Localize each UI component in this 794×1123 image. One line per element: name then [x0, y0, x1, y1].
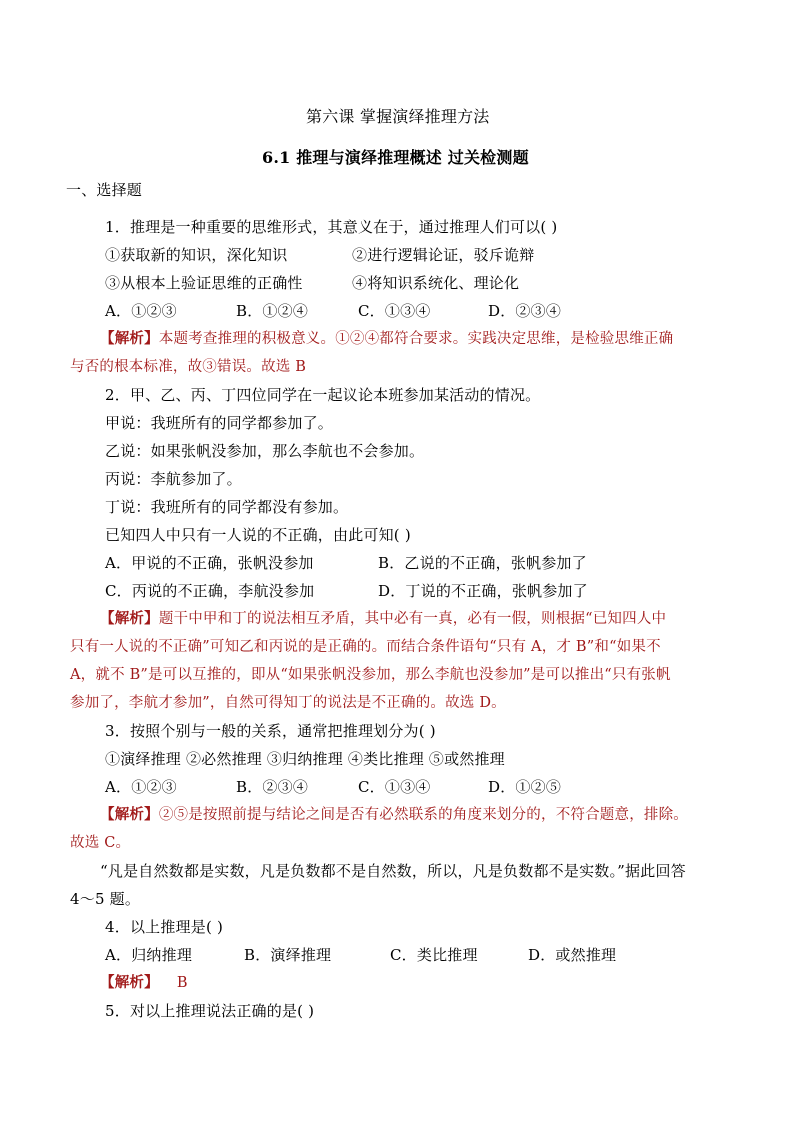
q4-choice-d: D．或然推理: [528, 946, 617, 964]
q1-choice-b: B．①②④: [236, 302, 309, 320]
section-subtitle: 6.1 推理与演绎推理概述 过关检测题: [262, 148, 529, 167]
q2-statement-bing: 丙说：李航参加了。: [105, 470, 242, 488]
q3-choice-a: A．①②③: [105, 778, 177, 796]
analysis-tag: 【解析】: [100, 974, 159, 991]
q2-analysis-line-4: 参加了，李航才参加”，自然可得知丁的说法是不正确的。故选 D。: [70, 695, 506, 711]
q3-options: ①演绎推理 ②必然推理 ③归纳推理 ④类比推理 ⑤或然推理: [105, 750, 505, 768]
q1-option-1: ①获取新的知识，深化知识: [105, 246, 288, 264]
q2-statement-jia: 甲说：我班所有的同学都参加了。: [105, 414, 334, 432]
q2-choice-d: D．丁说的不正确，张帆参加了: [378, 582, 588, 600]
lesson-title: 第六课 掌握演绎推理方法: [306, 107, 490, 126]
q1-option-2: ②进行逻辑论证，驳斥诡辩: [352, 246, 535, 264]
q4-stem: 4．以上推理是( ): [105, 918, 224, 936]
q4-answer: B: [176, 975, 188, 991]
q1-choice-a: A．①②③: [105, 302, 177, 320]
q3-analysis-text-1: ②⑤是按照前提与结论之间是否有必然联系的角度来划分的，不符合题意，排除。: [158, 807, 689, 823]
q1-option-3: ③从根本上验证思维的正确性: [105, 274, 303, 292]
section-heading: 一、选择题: [66, 181, 143, 199]
analysis-tag: 【解析】: [100, 330, 159, 347]
passage-line-1: “凡是自然数都是实数，凡是负数都不是自然数，所以，凡是负数都不是实数。”据此回答: [100, 862, 686, 880]
q2-analysis-text-1: 题干中甲和丁的说法相互矛盾，其中必有一真，必有一假，则根据“已知四人中: [158, 611, 667, 627]
q3-stem: 3．按照个别与一般的关系，通常把推理划分为( ): [105, 722, 436, 740]
analysis-tag: 【解析】: [100, 610, 159, 627]
q2-statement-yi: 乙说：如果张帆没参加，那么李航也不会参加。: [105, 442, 425, 460]
q3-analysis-line-1: [100, 805, 688, 825]
q3-choice-c: C．①③④: [358, 778, 431, 796]
q2-statement-ding: 丁说：我班所有的同学都没有参加。: [105, 498, 349, 516]
q2-analysis-line-3: A，就不 B”是可以互推的，即从“如果张帆没参加，那么李航也没参加”是可以推出“只有张帆: [70, 667, 671, 683]
passage-line-2: 4～5 题。: [70, 890, 141, 908]
q4-analysis: [100, 973, 188, 993]
q1-stem: 1．推理是一种重要的思维形式，其意义在于，通过推理人们可以( ): [105, 218, 558, 236]
q2-choice-a: A．甲说的不正确，张帆没参加: [105, 554, 314, 572]
analysis-tag: 【解析】: [100, 806, 159, 823]
q3-choice-d: D．①②⑤: [488, 778, 562, 796]
q1-choice-c: C．①③④: [358, 302, 431, 320]
q2-question: 已知四人中只有一人说的不正确，由此可知( ): [105, 526, 411, 544]
q4-choice-a: A．归纳推理: [105, 946, 193, 964]
q2-analysis-line-2: 只有一人说的不正确”可知乙和丙说的是正确的。而结合条件语句“只有 A，才 B”和“如果不: [70, 639, 661, 655]
q3-analysis-line-2: 故选 C。: [70, 835, 131, 851]
q2-analysis-line-1: [100, 609, 666, 629]
q1-analysis-line-2: 与否的根本标准，故③错误。故选 B: [70, 359, 307, 375]
q2-choice-c: C．丙说的不正确，李航没参加: [105, 582, 315, 600]
q1-analysis-line-1: [100, 329, 673, 349]
q2-choice-b: B．乙说的不正确，张帆参加了: [378, 554, 587, 572]
q5-stem: 5．对以上推理说法正确的是( ): [105, 1002, 315, 1020]
q4-choice-b: B．演绎推理: [244, 946, 332, 964]
q1-analysis-text-1: 本题考查推理的积极意义。①②④都符合要求。实践决定思维，是检验思维正确: [158, 331, 674, 347]
q3-choice-b: B．②③④: [236, 778, 309, 796]
q4-choice-c: C．类比推理: [390, 946, 478, 964]
q2-stem: 2．甲、乙、丙、丁四位同学在一起议论本班参加某活动的情况。: [105, 386, 541, 404]
q1-choice-d: D．②③④: [488, 302, 562, 320]
q1-option-4: ④将知识系统化、理论化: [352, 274, 520, 292]
